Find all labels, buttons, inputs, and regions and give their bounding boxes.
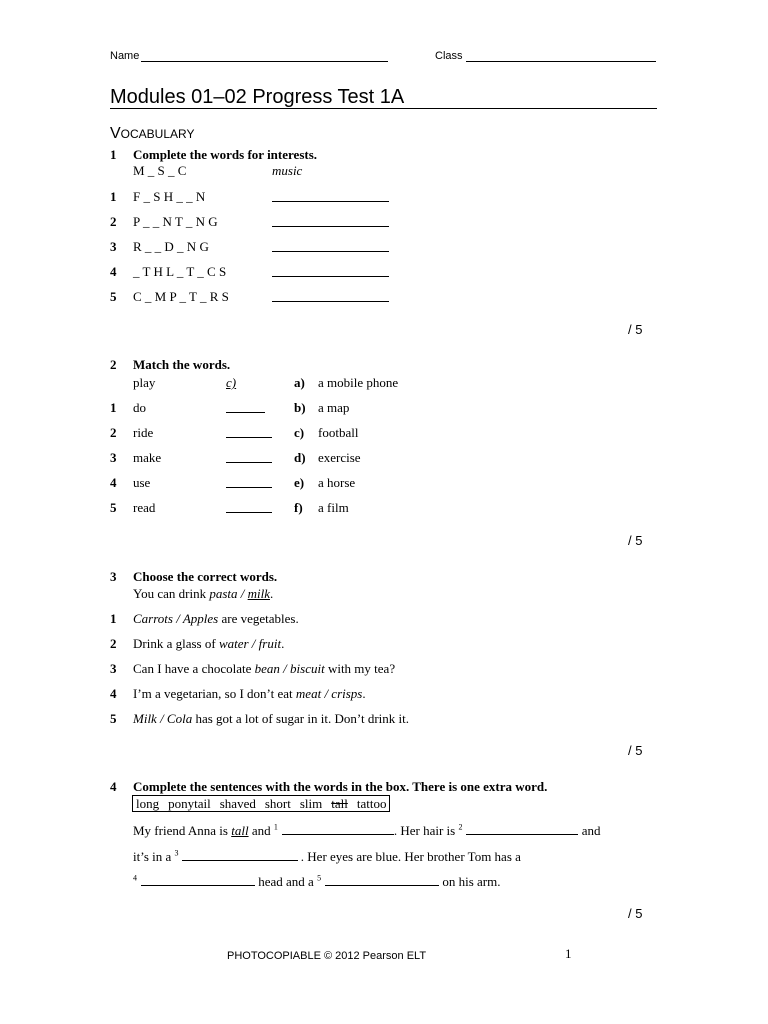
ex4-number: 4: [110, 779, 117, 794]
ex2-option-text: football: [318, 425, 359, 440]
ex3-example-text: .: [270, 586, 274, 601]
name-line[interactable]: [141, 61, 388, 62]
ex2-option-letter: f): [294, 500, 303, 515]
ex3-example: [133, 586, 273, 602]
ex4-instruction: Complete the sentences with the words in the box. There is one extra word.: [133, 779, 548, 794]
ex4-text-line-2: [133, 849, 521, 865]
box-word-crossed: tall: [331, 796, 348, 811]
ex3-example-option: pasta: [209, 586, 238, 601]
ex3-item-sentence: [133, 636, 284, 652]
ex2-answer-blank[interactable]: [226, 437, 272, 438]
ex4-text: and: [578, 823, 601, 838]
gap-number: 2: [458, 822, 463, 832]
ex1-item-prompt: _ T H L _ T _ C S: [133, 264, 227, 279]
ex1-instruction: Complete the words for interests.: [133, 147, 318, 162]
ex2-option-letter: e): [294, 475, 305, 490]
ex4-text-line-1: [133, 823, 601, 839]
ex3-text: are vegetables.: [218, 611, 299, 626]
box-word: short: [264, 796, 291, 811]
ex2-item-number: 4: [110, 475, 117, 490]
ex1-answer-blank[interactable]: [272, 301, 389, 302]
ex2-item-word: ride: [133, 425, 154, 440]
class-line[interactable]: [466, 61, 656, 62]
section-initial: V: [110, 125, 121, 142]
ex3-text: .: [281, 636, 285, 651]
ex3-text: Drink a glass of: [133, 636, 219, 651]
ex1-item-number: 1: [110, 189, 117, 204]
ex3-item-number: 3: [110, 661, 117, 676]
ex2-item-word: read: [133, 500, 156, 515]
ex4-example-word: tall: [231, 823, 249, 838]
ex3-item-sentence: [133, 661, 395, 677]
ex4-gap-blank[interactable]: [182, 850, 298, 861]
ex1-item-number: 4: [110, 264, 117, 279]
ex2-instruction: Match the words.: [133, 357, 231, 372]
ex1-item-number: 5: [110, 289, 117, 304]
ex4-gap-blank[interactable]: [325, 875, 439, 886]
ex2-example-left: play: [133, 375, 156, 390]
ex1-example-prompt: M _ S _ C: [133, 163, 187, 178]
ex2-number: 2: [110, 357, 117, 372]
ex1-example-answer: music: [272, 163, 303, 178]
ex2-item-number: 5: [110, 500, 117, 515]
ex2-item-word: make: [133, 450, 162, 465]
ex3-text: I’m a vegetarian, so I don’t eat: [133, 686, 296, 701]
ex3-choice[interactable]: Carrots / Apples: [133, 611, 219, 626]
gap-number: 3: [174, 848, 179, 858]
ex4-text: head and a: [255, 874, 318, 889]
ex2-answer-blank[interactable]: [226, 487, 272, 488]
ex4-text: . Her hair is: [393, 823, 459, 838]
gap-number: 4: [133, 873, 137, 883]
ex1-answer-blank[interactable]: [272, 226, 389, 227]
ex3-item-number: 5: [110, 711, 117, 726]
title-rule: [110, 108, 657, 109]
ex4-text-line-3: [133, 874, 500, 890]
ex3-example-text: You can drink: [133, 586, 210, 601]
ex3-item-number: 1: [110, 611, 117, 626]
ex2-item-number: 1: [110, 400, 117, 415]
ex4-gap-blank[interactable]: [141, 875, 255, 886]
ex3-number: 3: [110, 569, 117, 584]
ex1-item-prompt: P _ _ N T _ N G: [133, 214, 218, 229]
ex2-answer-blank[interactable]: [226, 412, 265, 413]
word-box: [132, 795, 390, 812]
page-title: Modules 01–02 Progress Test 1A: [110, 86, 405, 108]
ex2-item-word: use: [133, 475, 151, 490]
box-word: tattoo: [356, 796, 387, 811]
ex1-item-prompt: F _ S H _ _ N: [133, 189, 206, 204]
ex2-option-text: a horse: [318, 475, 356, 490]
ex4-gap-blank[interactable]: [466, 824, 578, 835]
ex3-text: has got a lot of sugar in it. Don’t drink it.: [192, 711, 409, 726]
ex2-option-text: a film: [318, 500, 349, 515]
ex2-option-letter: b): [294, 400, 306, 415]
ex1-number: 1: [110, 147, 117, 162]
copyright-notice: PHOTOCOPIABLE © 2012 Pearson ELT: [227, 950, 427, 962]
ex3-item-sentence: [133, 711, 409, 727]
ex2-answer-blank[interactable]: [226, 512, 272, 513]
page-number: 1: [565, 946, 572, 961]
box-word: long: [136, 796, 160, 811]
ex3-item-number: 2: [110, 636, 117, 651]
section-rest: OCABULARY: [120, 127, 195, 141]
ex1-item-number: 3: [110, 239, 117, 254]
ex3-score: / 5: [628, 743, 643, 758]
ex3-item-number: 4: [110, 686, 117, 701]
ex3-text: .: [362, 686, 366, 701]
ex3-text: with my tea?: [324, 661, 396, 676]
ex4-gap-blank[interactable]: [282, 824, 394, 835]
ex3-choice[interactable]: Milk / Cola: [133, 711, 193, 726]
name-label: Name: [110, 50, 140, 62]
gap-number: 5: [317, 873, 322, 883]
ex2-option-letter: c): [294, 425, 305, 440]
ex3-item-sentence: [133, 611, 299, 627]
box-word: shaved: [219, 796, 256, 811]
ex2-score: / 5: [628, 533, 643, 548]
ex1-answer-blank[interactable]: [272, 251, 389, 252]
ex4-text: on his arm.: [439, 874, 501, 889]
ex3-example-separator: /: [237, 586, 248, 601]
class-label: Class: [435, 50, 463, 62]
ex3-item-sentence: [133, 686, 366, 702]
ex2-item-number: 3: [110, 450, 117, 465]
ex1-item-number: 2: [110, 214, 117, 229]
ex1-answer-blank[interactable]: [272, 276, 389, 277]
gap-number: 1: [273, 822, 278, 832]
ex1-answer-blank[interactable]: [272, 201, 389, 202]
ex2-answer-blank[interactable]: [226, 462, 272, 463]
box-word: ponytail: [168, 796, 211, 811]
ex1-score: / 5: [628, 322, 643, 337]
ex4-text: it’s in a: [133, 849, 175, 864]
box-word: slim: [299, 796, 323, 811]
ex2-option-text: exercise: [318, 450, 361, 465]
ex4-text: My friend Anna is: [133, 823, 232, 838]
ex2-option-text: a map: [318, 400, 350, 415]
ex3-text: Can I have a chocolate: [133, 661, 255, 676]
ex1-item-prompt: C _ M P _ T _ R S: [133, 289, 229, 304]
ex3-choice[interactable]: meat / crisps: [295, 686, 363, 701]
ex2-option-letter: a): [294, 375, 305, 390]
ex2-item-word: do: [133, 400, 146, 415]
ex3-instruction: Choose the correct words.: [133, 569, 278, 584]
ex4-text: . Her eyes are blue. Her brother Tom has a: [297, 849, 521, 864]
ex3-example-correct-option: milk: [247, 586, 271, 601]
ex2-item-number: 2: [110, 425, 117, 440]
section-heading: [110, 125, 194, 143]
ex2-option-text: a mobile phone: [318, 375, 399, 390]
ex2-option-letter: d): [294, 450, 306, 465]
ex3-choice[interactable]: water / fruit: [218, 636, 282, 651]
ex4-score: / 5: [628, 906, 643, 921]
ex1-item-prompt: R _ _ D _ N G: [133, 239, 209, 254]
ex3-choice[interactable]: bean / biscuit: [254, 661, 325, 676]
ex2-example-answer: c): [226, 375, 237, 390]
ex4-text: and: [248, 823, 274, 838]
